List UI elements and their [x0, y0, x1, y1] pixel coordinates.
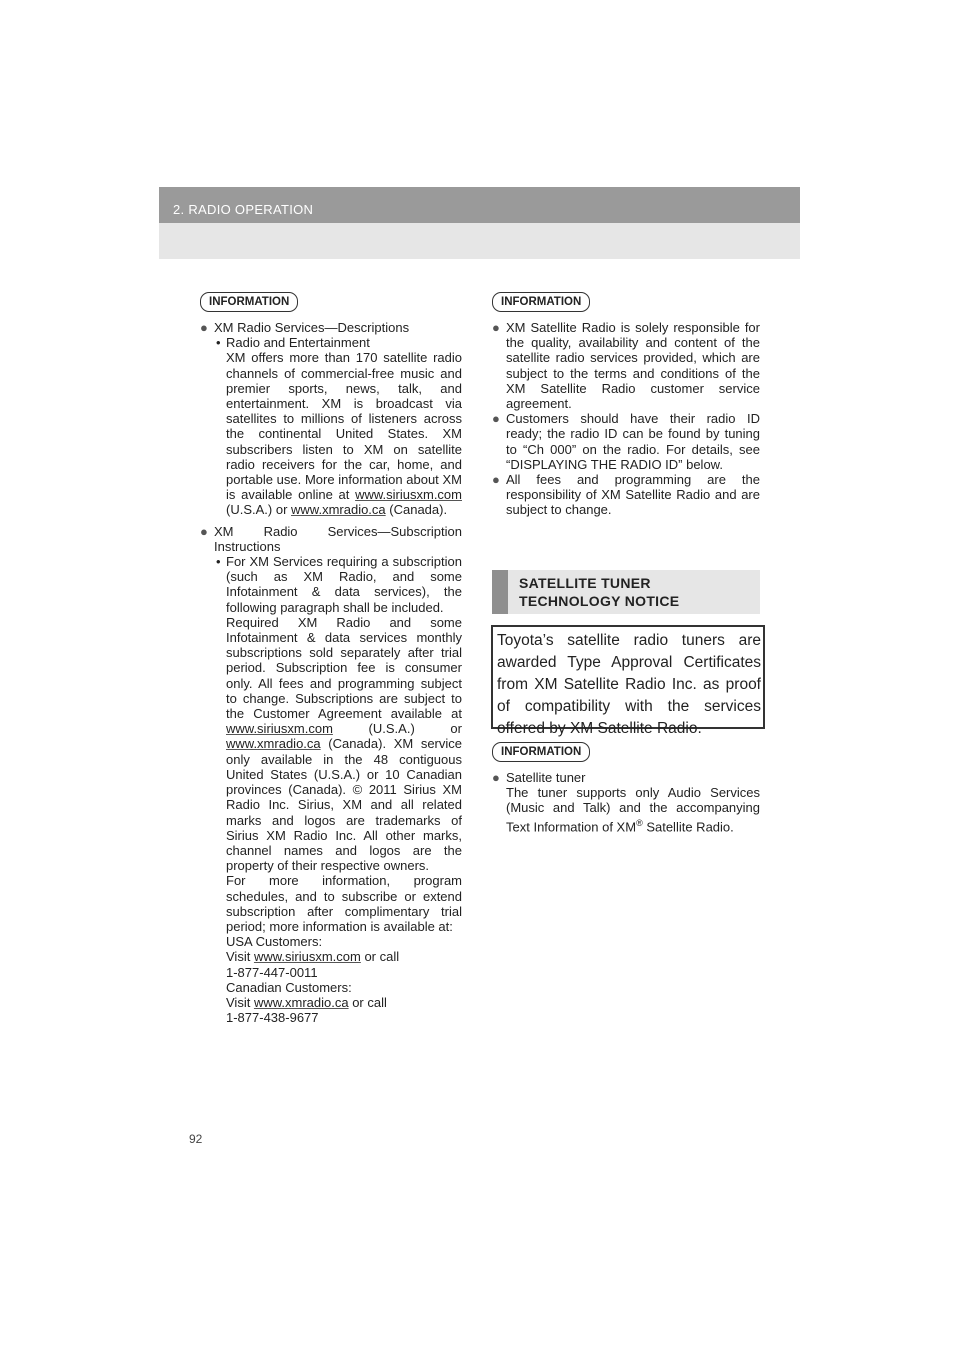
body-text: Visit	[226, 994, 254, 1010]
xmradio-link[interactable]: www.xmradio.ca	[291, 502, 386, 518]
xmradio-link[interactable]: www.xmradio.ca	[226, 736, 321, 752]
bullet-text: All fees and programming are the responsibility of XM Satellite Radio and are subject to change.	[506, 472, 760, 518]
sub-bullet-icon: •	[216, 554, 221, 570]
body-text: or call	[348, 994, 387, 1010]
bullet-text	[506, 785, 760, 834]
sub-item-body	[226, 350, 462, 517]
registered-mark: ®	[636, 817, 643, 828]
canada-label: Canadian Customers:	[226, 979, 352, 995]
right-column	[492, 292, 760, 518]
bullet-item-subscription	[200, 524, 462, 1026]
bullet-title: XM Radio Services—Descriptions	[214, 320, 410, 335]
body-text: Required XM Radio and some Infotainment & data services monthly subscriptions sold separately after trial period. Subscription fee is consumer only. All fees and programming subject to change. Subscriptions are subject to the Customer Agreement available at	[226, 614, 462, 722]
bullet-item-satellite-tuner	[492, 770, 760, 834]
body-text: or call	[360, 949, 400, 965]
siriusxm-link[interactable]: www.siriusxm.com	[355, 487, 462, 503]
section-heading-line: SATELLITE TUNER	[519, 575, 651, 591]
body-text: (U.S.A.) or	[332, 721, 462, 737]
bullet-item-descriptions	[200, 320, 462, 518]
bullet-item-fees	[492, 472, 760, 518]
right-column-lower	[492, 742, 760, 834]
body-text: The tuner supports only Audio Services (Music and Talk) and the accompanying Text Information of XM	[506, 785, 760, 834]
body-text: Satellite Radio.	[642, 818, 734, 834]
usa-label: USA Customers:	[226, 934, 323, 950]
information-badge: INFORMATION	[200, 292, 298, 312]
chapter-title: 2. RADIO OPERATION	[173, 202, 314, 217]
section-heading-line: TECHNOLOGY NOTICE	[519, 593, 680, 609]
xmradio-link[interactable]: www.xmradio.ca	[253, 994, 349, 1010]
bullet-icon: ●	[200, 523, 208, 539]
canada-visit-line	[226, 995, 462, 1010]
more-info-paragraph: For more information, program schedules, and to subscribe or extend subscription after complimentary trial period; more information is available at:	[226, 873, 462, 934]
siriusxm-link[interactable]: www.siriusxm.com	[226, 721, 333, 737]
left-column	[200, 292, 462, 1025]
page-number: 92	[189, 1132, 203, 1146]
bullet-text: Customers should have their radio ID ready; the radio ID can be found by tuning to “Ch 000” on the radio. For details, see “DISPLAYING THE RADIO ID” below.	[506, 411, 760, 472]
subscription-paragraph	[226, 615, 462, 873]
bullet-title: XM Radio Services—Subscription Instructions	[214, 523, 462, 554]
body-text: (U.S.A.) or	[226, 502, 292, 518]
bullet-icon: ●	[492, 472, 500, 488]
body-text: Visit	[226, 949, 254, 965]
bullet-icon: ●	[492, 770, 500, 785]
siriusxm-link[interactable]: www.siriusxm.com	[253, 949, 361, 965]
body-text: (Canada). XM service only available in the 48 contiguous United States (U.S.A.) or 10 Canadian provinces (Canada). © 2011 Sirius XM Radio Inc. Sirius, XM and all related marks and logos are trademarks of Sirius XM Radio Inc. All other marks, channel names and logos are the property of their respective owners.	[226, 736, 462, 874]
sub-item-title: Radio and Entertainment	[226, 335, 370, 351]
usa-visit-line	[226, 949, 462, 964]
canada-phone: 1-877-438-9677	[226, 1010, 319, 1026]
chapter-header	[159, 187, 800, 259]
information-badge: INFORMATION	[492, 742, 590, 762]
bullet-item-responsibility	[492, 320, 760, 411]
bullet-item-radio-id	[492, 411, 760, 472]
sub-bullet-icon: •	[216, 335, 221, 351]
bullet-icon: ●	[492, 320, 500, 335]
usa-phone: 1-877-447-0011	[226, 964, 318, 980]
section-heading-title	[519, 574, 679, 610]
information-badge: INFORMATION	[492, 292, 590, 312]
sub-item-radio-entertainment	[214, 335, 462, 517]
section-heading-bar	[492, 570, 508, 614]
bullet-title: Satellite tuner	[506, 770, 586, 785]
body-text: XM offers more than 170 satellite radio channels of commercial-free music and premier sports, news, talk, and entertainment. XM is broadcast via satellites to millions of listeners across the continental United States. XM subscribers listen to XM on satellite radio receivers for the car, home, and portable use. More information about XM is available online at	[226, 350, 462, 503]
sub-item-lead: For XM Services requiring a subscription (such as XM Radio, and some Infotainment & data services), the following paragraph shall be included.	[226, 554, 462, 615]
sub-item-subscription	[214, 554, 462, 1025]
bullet-icon: ●	[492, 411, 500, 427]
body-text: (Canada).	[385, 502, 448, 518]
bullet-text: XM Satellite Radio is solely responsible for the quality, availability and content of the satellite radio services provided, which are subject to the terms and conditions of the XM Satellite Radio customer service agreement.	[506, 320, 760, 412]
chapter-header-bar	[159, 187, 800, 223]
bullet-icon: ●	[200, 320, 208, 335]
notice-box: Toyota’s satellite radio tuners are awarded Type Approval Certificates from XM Satellite Radio Inc. as proof of compatibility with the services offered by XM Satellite Radio.	[491, 625, 765, 729]
section-heading	[492, 570, 760, 614]
